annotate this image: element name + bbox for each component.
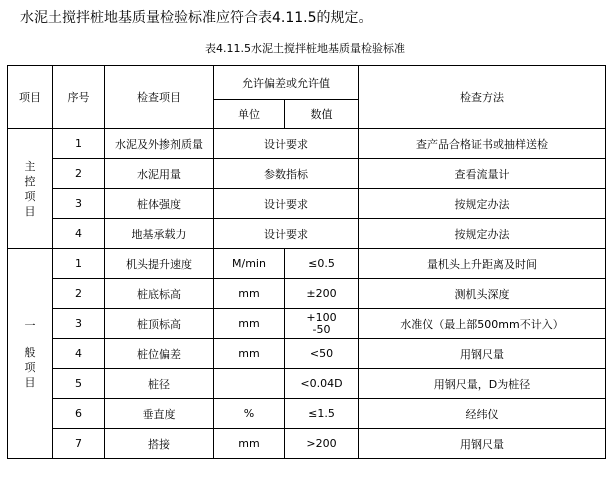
table-caption: 表4.11.5水泥土搅拌桩地基质量检验标准 <box>205 42 405 55</box>
cell-seq: 1 <box>53 129 105 159</box>
cell-method: 查产品合格证书或抽样送检 <box>359 129 606 159</box>
cell-requirement: 参数指标 <box>214 159 359 189</box>
table-row <box>8 129 606 159</box>
cell-unit: mm <box>214 429 285 459</box>
cell-seq: 3 <box>53 309 105 339</box>
header-item: 项目 <box>8 66 53 129</box>
cell-method: 水准仪（最上部500mm不计入） <box>359 309 606 339</box>
header-row <box>8 66 606 100</box>
cell-item: 地基承载力 <box>105 219 214 249</box>
cell-seq: 3 <box>53 189 105 219</box>
cell-unit: % <box>214 399 285 429</box>
cell-unit: mm <box>214 279 285 309</box>
table-row <box>8 219 606 249</box>
cell-seq: 1 <box>53 249 105 279</box>
cell-method: 用钢尺量 <box>359 339 606 369</box>
cell-item: 桩底标高 <box>105 279 214 309</box>
intro-text: 水泥土搅拌桩地基质量检验标准应符合表4.11.5的规定。 <box>20 10 373 26</box>
cell-unit: mm <box>214 309 285 339</box>
value-lower: -50 <box>312 322 331 336</box>
value-upper: +100 <box>306 310 337 324</box>
group-main-label: 主 控 项 目 <box>8 129 53 249</box>
cell-method: 量机头上升距离及时间 <box>359 249 606 279</box>
header-unit: 单位 <box>214 100 285 129</box>
cell-method: 查看流量计 <box>359 159 606 189</box>
cell-method: 按规定办法 <box>359 189 606 219</box>
cell-value: ≤1.5 <box>285 399 359 429</box>
cell-unit: mm <box>214 339 285 369</box>
table-row <box>8 339 606 369</box>
cell-item: 桩径 <box>105 369 214 399</box>
table-row <box>8 399 606 429</box>
cell-value <box>285 309 359 339</box>
cell-item: 机头提升速度 <box>105 249 214 279</box>
cell-value: ±200 <box>285 279 359 309</box>
table-row <box>8 309 606 339</box>
table-row <box>8 279 606 309</box>
cell-item: 桩位偏差 <box>105 339 214 369</box>
table-row <box>8 249 606 279</box>
cell-item: 垂直度 <box>105 399 214 429</box>
cell-value: <0.04D <box>285 369 359 399</box>
table-row <box>8 429 606 459</box>
cell-requirement: 设计要求 <box>214 189 359 219</box>
header-tolerance: 允许偏差或允许值 <box>214 66 359 100</box>
cell-seq: 5 <box>53 369 105 399</box>
cell-seq: 2 <box>53 159 105 189</box>
quality-standard-table <box>7 65 606 459</box>
cell-unit: M/min <box>214 249 285 279</box>
cell-requirement: 设计要求 <box>214 129 359 159</box>
cell-unit <box>214 369 285 399</box>
cell-seq: 4 <box>53 219 105 249</box>
cell-value: <50 <box>285 339 359 369</box>
table-row <box>8 369 606 399</box>
cell-seq: 7 <box>53 429 105 459</box>
table-row <box>8 189 606 219</box>
cell-item: 桩顶标高 <box>105 309 214 339</box>
cell-value: >200 <box>285 429 359 459</box>
cell-seq: 6 <box>53 399 105 429</box>
cell-item: 水泥及外掺剂质量 <box>105 129 214 159</box>
cell-value: ≤0.5 <box>285 249 359 279</box>
group-general-label: 一 般 项 目 <box>8 249 53 459</box>
cell-item: 水泥用量 <box>105 159 214 189</box>
header-value: 数值 <box>285 100 359 129</box>
header-seq: 序号 <box>53 66 105 129</box>
header-check-item: 检查项目 <box>105 66 214 129</box>
cell-method: 测机头深度 <box>359 279 606 309</box>
header-method: 检查方法 <box>359 66 606 129</box>
cell-method: 按规定办法 <box>359 219 606 249</box>
cell-requirement: 设计要求 <box>214 219 359 249</box>
cell-item: 桩体强度 <box>105 189 214 219</box>
cell-item: 搭接 <box>105 429 214 459</box>
table-row <box>8 159 606 189</box>
cell-method: 用钢尺量，D为桩径 <box>359 369 606 399</box>
cell-method: 经纬仪 <box>359 399 606 429</box>
cell-seq: 2 <box>53 279 105 309</box>
cell-method: 用钢尺量 <box>359 429 606 459</box>
cell-seq: 4 <box>53 339 105 369</box>
